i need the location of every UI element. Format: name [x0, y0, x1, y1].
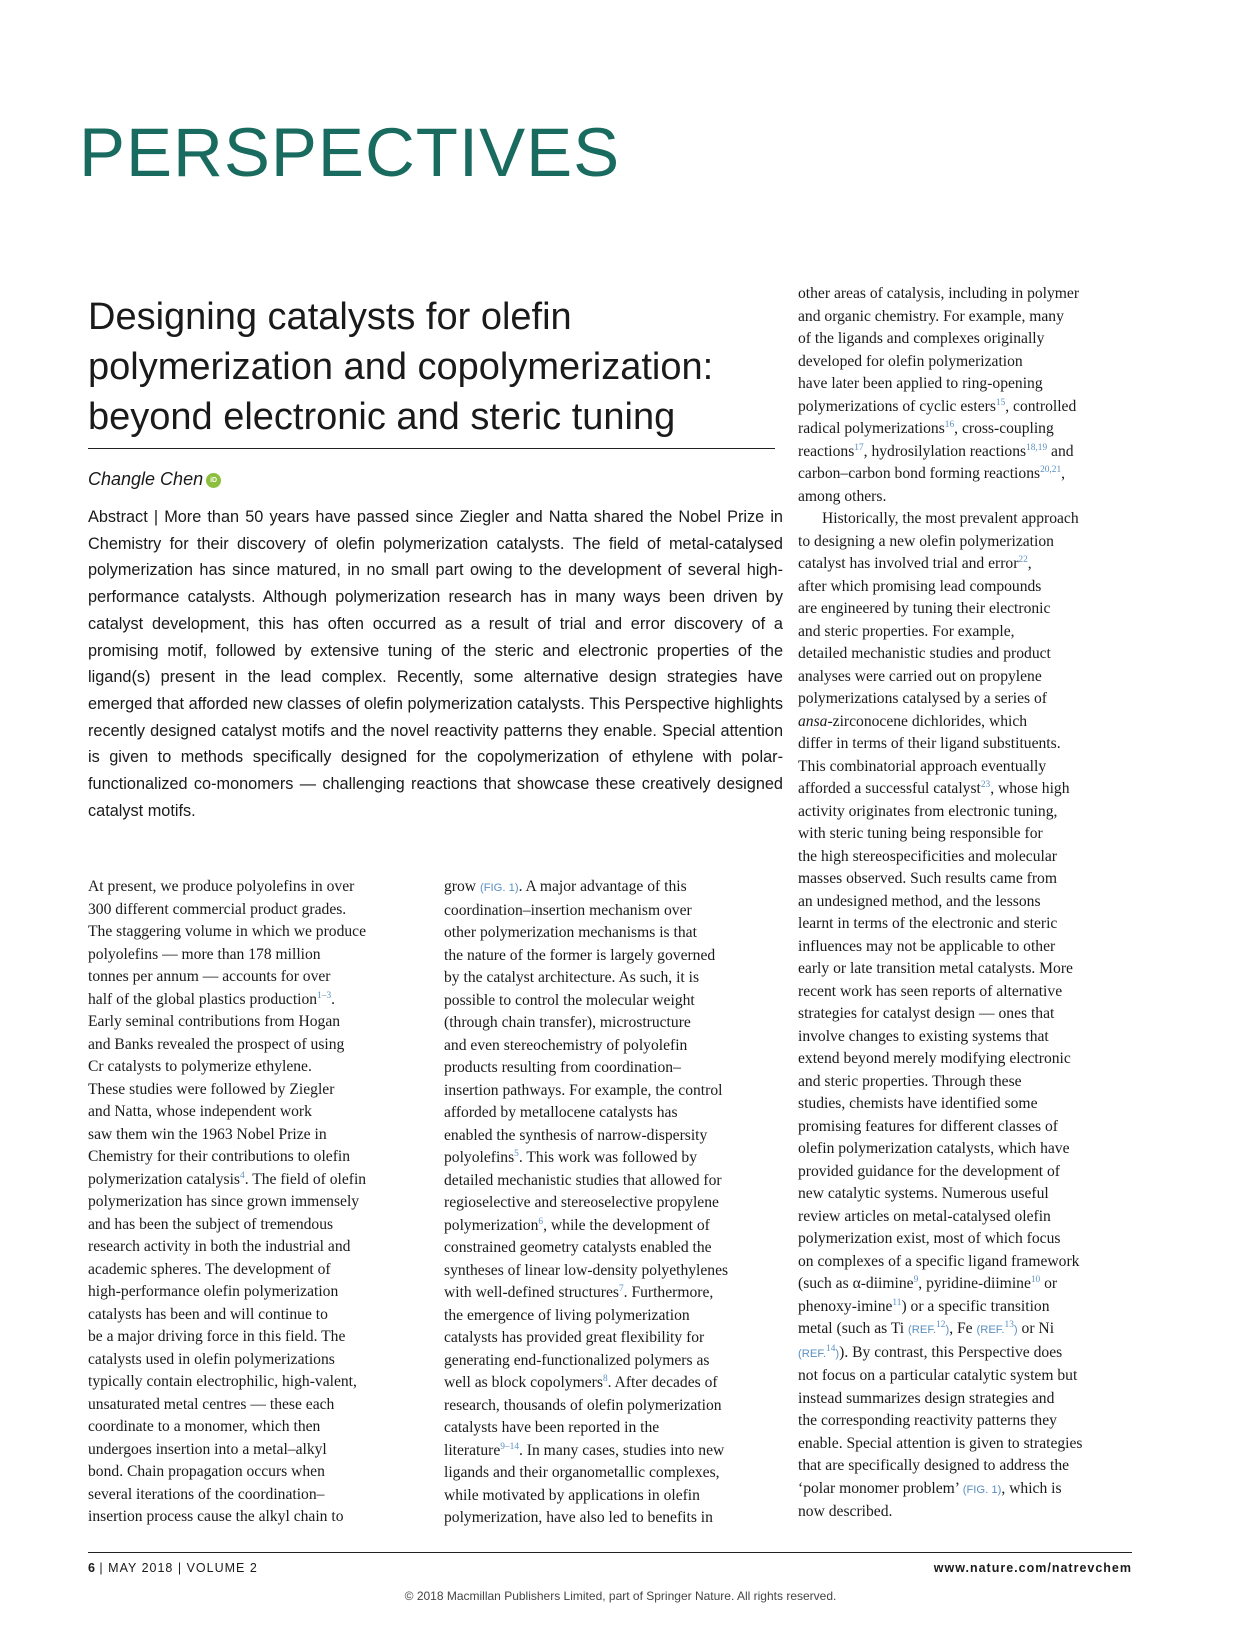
italic-term: ansa	[798, 712, 828, 730]
text-line: 300 different commercial product grades.	[88, 900, 347, 918]
text-line: of the ligands and complexes originally	[798, 330, 1045, 347]
figure-reference-link[interactable]: )	[835, 1347, 840, 1360]
orcid-icon[interactable]: iD	[206, 473, 221, 488]
text-line: research, thousands of olefin polymerization	[444, 1396, 722, 1414]
citation-link[interactable]: 20,21	[1040, 464, 1062, 475]
text-line: strategies for catalyst design — ones that	[798, 1005, 1055, 1022]
text-line: (REF.$^{14}$)). By contrast, this Perspective does	[798, 1343, 1063, 1361]
figure-reference-link[interactable]: (REF.	[798, 1347, 827, 1360]
text-line: other polymerization mechanisms is that	[444, 924, 697, 941]
text-line: (such as α-diimine$^9$, pyridine-diimine$^{10}$ or	[798, 1274, 1058, 1292]
text-line: literature$^{9-14}$. In many cases, studies into new	[444, 1441, 725, 1459]
text-line: instead summarizes design strategies and	[798, 1389, 1055, 1407]
citation-link[interactable]: 1–3	[317, 990, 332, 1001]
text-line: and steric properties. Through these	[798, 1072, 1022, 1090]
text-line: constrained geometry catalysts enabled the	[444, 1239, 712, 1256]
text-line: phenoxy-imine$^{11}$) or a specific transition	[798, 1297, 1050, 1315]
text-line: unsaturated metal centres — these each	[88, 1395, 335, 1413]
text-line: half of the global plastics production$^{1-3}$.	[88, 990, 336, 1008]
text-line: polymerizations of cyclic esters$^{15}$, controlled	[798, 397, 1077, 415]
text-line: extend beyond merely modifying electronic	[798, 1050, 1071, 1067]
author-line	[88, 469, 221, 490]
text-line: academic spheres. The development of	[88, 1260, 331, 1278]
text-line: and Natta, whose independent work	[88, 1103, 312, 1120]
title-rule	[88, 448, 775, 449]
text-line: polymerization has since grown immensely	[88, 1193, 360, 1210]
text-line: provided guidance for the development of	[798, 1162, 1060, 1180]
figure-reference-link[interactable]: (REF.	[908, 1324, 937, 1336]
text-line: bond. Chain propagation occurs when	[88, 1463, 325, 1480]
text-line: new catalytic systems. Numerous useful	[798, 1185, 1049, 1202]
body-column-3	[798, 283, 1083, 1524]
text-line: ansa-zirconocene dichlorides, which	[798, 712, 1028, 730]
text-line: while motivated by applications in olefin	[444, 1486, 700, 1504]
text-line: learnt in terms of the electronic and steric	[798, 915, 1058, 932]
text-line: Historically, the most prevalent approach	[822, 510, 1079, 527]
citation-link[interactable]: 11	[892, 1297, 902, 1308]
text-line: regioselective and stereoselective propylene	[444, 1194, 719, 1211]
citation-link[interactable]: 17	[854, 442, 864, 453]
citation-link[interactable]: 7	[618, 1283, 624, 1294]
text-line: catalysts have been reported in the	[444, 1419, 660, 1436]
body-column-2	[444, 876, 728, 1530]
text-line: developed for olefin polymerization	[798, 352, 1023, 370]
footer-website-link[interactable]: www.nature.com/natrevchem	[933, 1561, 1132, 1575]
text-line: ‘polar monomer problem’ (FIG. 1), which is	[798, 1479, 1062, 1497]
text-line: reactions$^{17}$, hydrosilylation reactions$^{18,19}$ and	[798, 442, 1074, 460]
text-line: with steric tuning being responsible for	[798, 825, 1043, 842]
text-line: catalysts has been and will continue to	[88, 1305, 328, 1323]
text-line: high-performance olefin polymerization	[88, 1283, 339, 1300]
text-line: polyolefins$^5$. This work was followed by	[444, 1148, 698, 1166]
figure-reference-link[interactable]: )	[945, 1324, 950, 1336]
figure-reference-link[interactable]: (FIG. 1)	[962, 1483, 1002, 1496]
body-column-1	[88, 876, 366, 1529]
copyright-notice: © 2018 Macmillan Publishers Limited, part of Springer Nature. All rights reserved.	[404, 1589, 837, 1603]
text-line: well as block copolymers$^8$. After decades of	[444, 1373, 718, 1391]
citation-link[interactable]: 14	[826, 1343, 836, 1354]
text-line: Early seminal contributions from Hogan	[88, 1013, 341, 1030]
abstract: Abstract | More than 50 years have passed since Ziegler and Natta shared the Nobel Prize in Chemistry for their discovery of olefin polymerization catalysts. The field of metal-catalysed polymerization has since matured, in no small part owing to the development of several high-performance catalysts. Although polymerization research has in many ways been driven by catalyst development, this has often occurred as a result of trial and error discovery of a promising motif, followed by extensive tuning of the steric and electronic properties of the ligand(s) present in the lead complex. Recently, some alternative design strategies have emerged that afforded new classes of olefin polymerization catalysts. This Perspective highlights recently designed catalyst motifs and the novel reactivity patterns they enable. Special attention is given to methods specifically designed for the copolymerization of ethylene with polar-functionalized co-monomers — challenging reactions that showcase these creatively designed catalyst motifs.	[88, 508, 783, 820]
text-line: polymerizations catalysed by a series of	[798, 690, 1047, 707]
text-line: and steric properties. For example,	[798, 622, 1015, 640]
section-heading: PERSPECTIVES	[79, 114, 621, 191]
text-line: analyses were carried out on propylene	[798, 667, 1042, 685]
text-line: undergoes insertion into a metal–alkyl	[88, 1440, 327, 1458]
text-line: the nature of the former is largely governed	[444, 946, 716, 964]
text-line: the high stereospecificities and molecular	[798, 847, 1057, 865]
text-line: insertion process cause the alkyl chain to	[88, 1508, 344, 1525]
text-line: among others.	[798, 487, 887, 505]
text-line: coordination–insertion mechanism over	[444, 901, 692, 919]
text-line: tonnes per annum — accounts for over	[88, 968, 331, 985]
citation-link[interactable]: 15	[995, 397, 1006, 408]
citation-link[interactable]: 8	[602, 1373, 608, 1384]
citation-link[interactable]: 13	[1004, 1319, 1014, 1330]
citation-link[interactable]: 22	[1018, 554, 1028, 565]
text-line: the corresponding reactivity patterns they	[798, 1412, 1057, 1429]
page-number: 6	[88, 1561, 95, 1575]
text-line: saw them win the 1963 Nobel Prize in	[88, 1125, 327, 1143]
text-line: promising features for different classes of	[798, 1117, 1058, 1135]
text-line: and Banks revealed the prospect of using	[88, 1035, 345, 1053]
text-line: Chemistry for their contributions to olefin	[88, 1148, 351, 1165]
text-line: catalysts used in olefin polymerizations	[88, 1350, 335, 1368]
text-line: These studies were followed by Ziegler	[88, 1080, 335, 1098]
text-line: carbon–carbon bond forming reactions$^{20,21}$,	[798, 464, 1066, 482]
text-line: differ in terms of their ligand substituents.	[798, 735, 1061, 752]
text-line: and has been the subject of tremendous	[88, 1215, 334, 1233]
text-line: and even stereochemistry of polyolefin	[444, 1036, 688, 1054]
text-line: an undesigned method, and the lessons	[798, 892, 1041, 910]
text-line: research activity in both the industrial and	[88, 1238, 351, 1255]
figure-reference-link[interactable]: (FIG. 1)	[479, 882, 519, 894]
article-title: Designing catalysts for olefin polymerization and copolymerization: beyond electronic and steric tuning	[88, 296, 714, 438]
text-line: recent work has seen reports of alternative	[798, 982, 1063, 1000]
text-line: afforded a successful catalyst$^{23}$, whose high	[798, 779, 1070, 797]
text-line: early or late transition metal catalysts. More	[798, 960, 1073, 977]
text-line: ligands and their organometallic complexes,	[444, 1464, 720, 1481]
text-line: enabled the synthesis of narrow-dispersity	[444, 1126, 708, 1144]
citation-link[interactable]: 23	[980, 779, 991, 790]
text-line: detailed mechanistic studies and product	[798, 645, 1051, 662]
citation-link[interactable]: 9–14	[500, 1441, 519, 1452]
text-line: insertion pathways. For example, the control	[444, 1081, 723, 1099]
text-line: involve changes to existing systems that	[798, 1027, 1049, 1045]
text-line: products resulting from coordination–	[444, 1059, 681, 1076]
citation-link[interactable]: 10	[1030, 1274, 1041, 1285]
text-line: syntheses of linear low-density polyethylenes	[444, 1261, 729, 1279]
text-line: polymerization exist, most of which focus	[798, 1230, 1061, 1247]
footer-rule	[88, 1552, 1132, 1553]
citation-link[interactable]: 9	[913, 1274, 919, 1285]
text-line: on complexes of a specific ligand framework	[798, 1252, 1080, 1270]
text-line: polymerization catalysis$^4$. The field of olefin	[88, 1170, 367, 1188]
text-line: coordinate to a monomer, which then	[88, 1418, 321, 1435]
text-line: be a major driving force in this field. The	[88, 1328, 346, 1345]
citation-link[interactable]: 6	[538, 1216, 544, 1227]
citation-link[interactable]: 4	[240, 1170, 245, 1181]
text-line: activity originates from electronic tuning,	[798, 802, 1058, 820]
text-line: possible to control the molecular weight	[444, 991, 695, 1009]
text-line: catalyst has involved trial and error$^{22}$,	[798, 554, 1032, 572]
issue-label: MAY 2018 | VOLUME 2	[108, 1561, 258, 1575]
text-line: have later been applied to ring-opening	[798, 375, 1043, 392]
text-line: generating end-functionalized polymers as	[444, 1351, 710, 1369]
text-line: polymerization, have also led to benefits in	[444, 1509, 713, 1526]
text-line: catalysts has provided great flexibility for	[444, 1329, 705, 1346]
text-line: grow (FIG. 1). A major advantage of this	[444, 878, 687, 895]
text-line: are engineered by tuning their electronic	[798, 600, 1051, 617]
text-line: detailed mechanistic studies that allowed for	[444, 1171, 722, 1189]
text-line: the emergence of living polymerization	[444, 1306, 690, 1324]
text-line: to designing a new olefin polymerization	[798, 532, 1054, 550]
text-line: that are specifically designed to address the	[798, 1457, 1070, 1474]
text-line: This combinatorial approach eventually	[798, 757, 1047, 775]
text-line: masses observed. Such results came from	[798, 870, 1057, 887]
text-line: influences may not be applicable to other	[798, 937, 1056, 955]
text-line: with well-defined structures$^7$. Furthermore,	[444, 1283, 714, 1301]
text-line: At present, we produce polyolefins in over	[88, 878, 355, 895]
text-line: not focus on a particular catalytic system but	[798, 1367, 1078, 1384]
text-line: Cr catalysts to polymerize ethylene.	[88, 1058, 312, 1075]
citation-link[interactable]: 16	[944, 419, 955, 430]
figure-reference-link[interactable]: )	[1013, 1324, 1018, 1336]
text-line: review articles on metal-catalysed olefin	[798, 1207, 1051, 1225]
text-line: other areas of catalysis, including in polymer	[798, 285, 1080, 302]
text-line: now described.	[798, 1503, 893, 1520]
figure-reference-link[interactable]: (REF.	[976, 1324, 1005, 1336]
text-line: olefin polymerization catalysts, which have	[798, 1140, 1070, 1157]
text-line: metal (such as Ti (REF.$^{12}$), Fe (REF.$^{13}$) or Ni	[798, 1319, 1055, 1337]
citation-link[interactable]: 18,19	[1026, 442, 1048, 453]
text-line: enable. Special attention is given to strategies	[798, 1434, 1083, 1452]
text-line: The staggering volume in which we produce	[88, 923, 367, 940]
text-line: studies, chemists have identified some	[798, 1095, 1038, 1112]
text-line: polymerization$^6$, while the development of	[444, 1216, 710, 1234]
text-line: several iterations of the coordination–	[88, 1485, 325, 1503]
text-line: radical polymerizations$^{16}$, cross-coupling	[798, 419, 1054, 437]
text-line: (through chain transfer), microstructure	[444, 1014, 691, 1031]
citation-link[interactable]: 12	[936, 1319, 946, 1330]
text-line: polyolefins — more than 178 million	[88, 945, 321, 963]
text-line: after which promising lead compounds	[798, 577, 1042, 595]
author-name[interactable]: Changle Chen	[88, 469, 204, 489]
text-line: and organic chemistry. For example, many	[798, 307, 1064, 325]
text-line: afforded by metallocene catalysts has	[444, 1104, 678, 1121]
citation-link[interactable]: 5	[514, 1148, 519, 1159]
text-line: typically contain electrophilic, high-valent,	[88, 1373, 357, 1390]
text-line: by the catalyst architecture. As such, it is	[444, 969, 700, 986]
footer-issue: 6 | MAY 2018 | VOLUME 2	[88, 1561, 258, 1575]
